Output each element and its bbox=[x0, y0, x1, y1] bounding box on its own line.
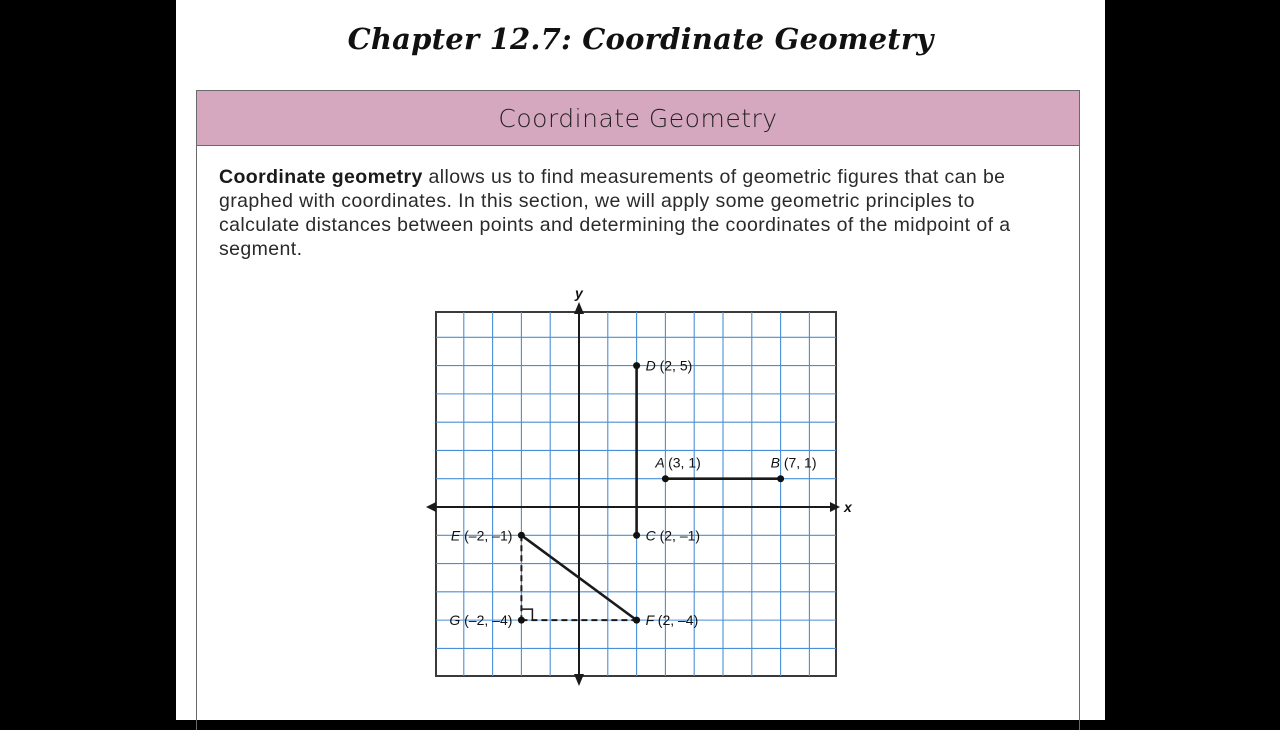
x-axis-arrow-left bbox=[426, 502, 436, 512]
point-name-F: F bbox=[645, 612, 658, 629]
point-label-C bbox=[646, 527, 700, 543]
coordinate-plane bbox=[396, 195, 856, 629]
page-title: Chapter 12.7: Coordinate Geometry bbox=[347, 22, 934, 56]
point-label-E bbox=[451, 527, 512, 543]
point-coords-E: (–2, –1) bbox=[464, 527, 513, 544]
intro-term: Coordinate geometry bbox=[219, 166, 423, 188]
points bbox=[449, 358, 816, 629]
point-name-G: G bbox=[449, 612, 465, 629]
section-header: Coordinate Geometry bbox=[197, 91, 1079, 146]
point-label-B bbox=[771, 455, 817, 471]
point-name-E: E bbox=[450, 527, 465, 544]
point-C bbox=[633, 532, 640, 539]
point-G bbox=[518, 617, 525, 624]
point-label-F bbox=[646, 612, 699, 628]
intro-text: allows us to find measurements of geometric figures that can be graphed with coordinates. In this section, we will apply some geometric principles to calculate distances between points and determining the coordinates of the midpoint of a segment. bbox=[219, 166, 1011, 260]
point-name-B: B bbox=[770, 454, 784, 471]
point-label-G bbox=[449, 612, 512, 628]
point-D bbox=[633, 362, 640, 369]
point-coords-G: (–2, –4) bbox=[464, 612, 513, 629]
point-B bbox=[777, 475, 784, 482]
document-page bbox=[176, 0, 1105, 720]
point-name-D: D bbox=[645, 357, 660, 374]
point-name-A: A bbox=[655, 454, 669, 471]
point-label-A bbox=[654, 455, 700, 471]
point-E bbox=[518, 532, 525, 539]
point-coords-C: (2, –1) bbox=[659, 527, 701, 544]
point-coords-A: (3, 1) bbox=[668, 454, 701, 471]
y-axis-label: y bbox=[575, 285, 583, 301]
x-axis-label: x bbox=[844, 499, 852, 515]
point-F bbox=[633, 617, 640, 624]
point-coords-D: (2, 5) bbox=[659, 357, 693, 374]
point-coords-B: (7, 1) bbox=[783, 454, 817, 471]
point-coords-F: (2, –4) bbox=[657, 612, 699, 629]
point-label-D bbox=[646, 358, 693, 374]
point-A bbox=[662, 475, 669, 482]
segments bbox=[521, 366, 780, 621]
coordinate-graph bbox=[396, 195, 856, 629]
y-axis-arrow-up bbox=[574, 302, 584, 314]
point-name-C: C bbox=[645, 527, 660, 544]
